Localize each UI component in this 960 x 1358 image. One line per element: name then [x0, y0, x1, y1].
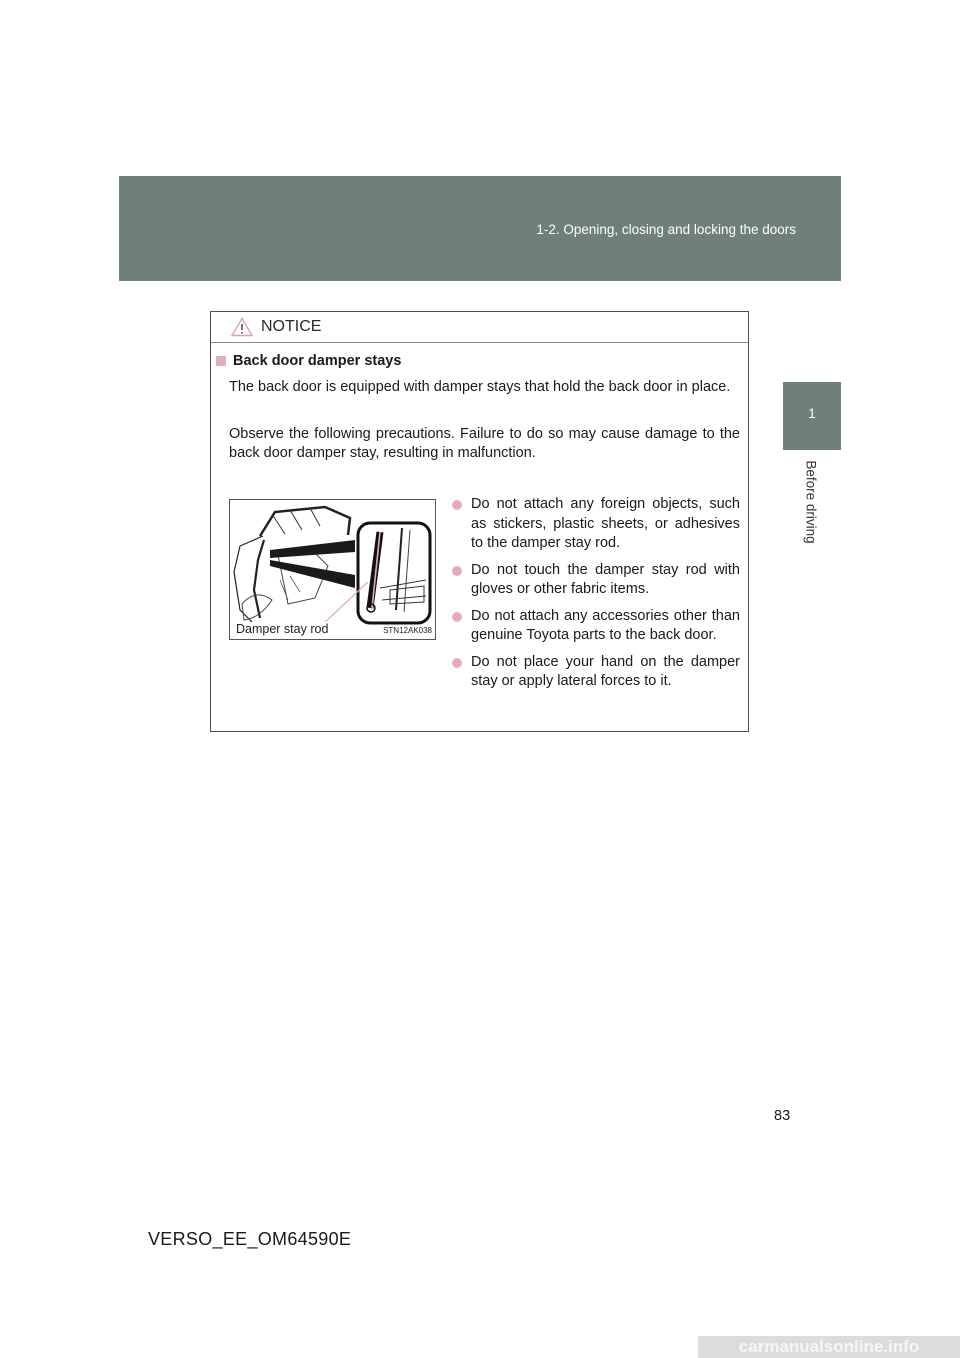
topic-heading-text: Back door damper stays [233, 353, 402, 369]
topic-heading [216, 353, 401, 369]
notice-title: NOTICE [261, 318, 322, 335]
list-item: Do not place your hand on the damper stay or apply lateral forces to it. [449, 653, 740, 692]
illustration-label: Damper stay rod [236, 622, 329, 636]
damper-stay-illustration [229, 499, 436, 640]
bullet-dot-icon [452, 500, 462, 510]
chapter-tab [783, 382, 841, 450]
document-code: VERSO_EE_OM64590E [148, 1229, 352, 1249]
chapter-number: 1 [808, 406, 816, 421]
precautions-paragraph: Observe the following precautions. Failure to do so may cause damage to the back door damper stay, resulting in malfunction. [229, 426, 740, 461]
back-door-drawing [230, 500, 435, 639]
list-item: Do not touch the damper stay rod with gloves or other fabric items. [449, 561, 740, 600]
warning-triangle-icon [231, 317, 253, 337]
list-item: Do not attach any foreign objects, such as stickers, plastic sheets, or adhesives to the damper stay rod. [449, 495, 740, 554]
notice-box [210, 311, 749, 732]
header-band [119, 176, 841, 281]
list-item: Do not attach any accessories other than genuine Toyota parts to the back door. [449, 607, 740, 646]
bullet-dot-icon [452, 658, 462, 668]
page-number: 83 [774, 1108, 791, 1124]
illustration-code: STN12AK038 [383, 626, 432, 635]
chapter-label: Before driving [803, 460, 819, 544]
square-bullet-icon [216, 356, 226, 366]
notice-header [211, 312, 748, 343]
bullet-dot-icon [452, 566, 462, 576]
watermark: carmanualsonline.info [698, 1336, 960, 1358]
section-title: 1-2. Opening, closing and locking the doors [536, 222, 796, 237]
precaution-list [449, 495, 740, 699]
bullet-dot-icon [452, 612, 462, 622]
intro-paragraph: The back door is equipped with damper stays that hold the back door in place. [229, 379, 731, 395]
